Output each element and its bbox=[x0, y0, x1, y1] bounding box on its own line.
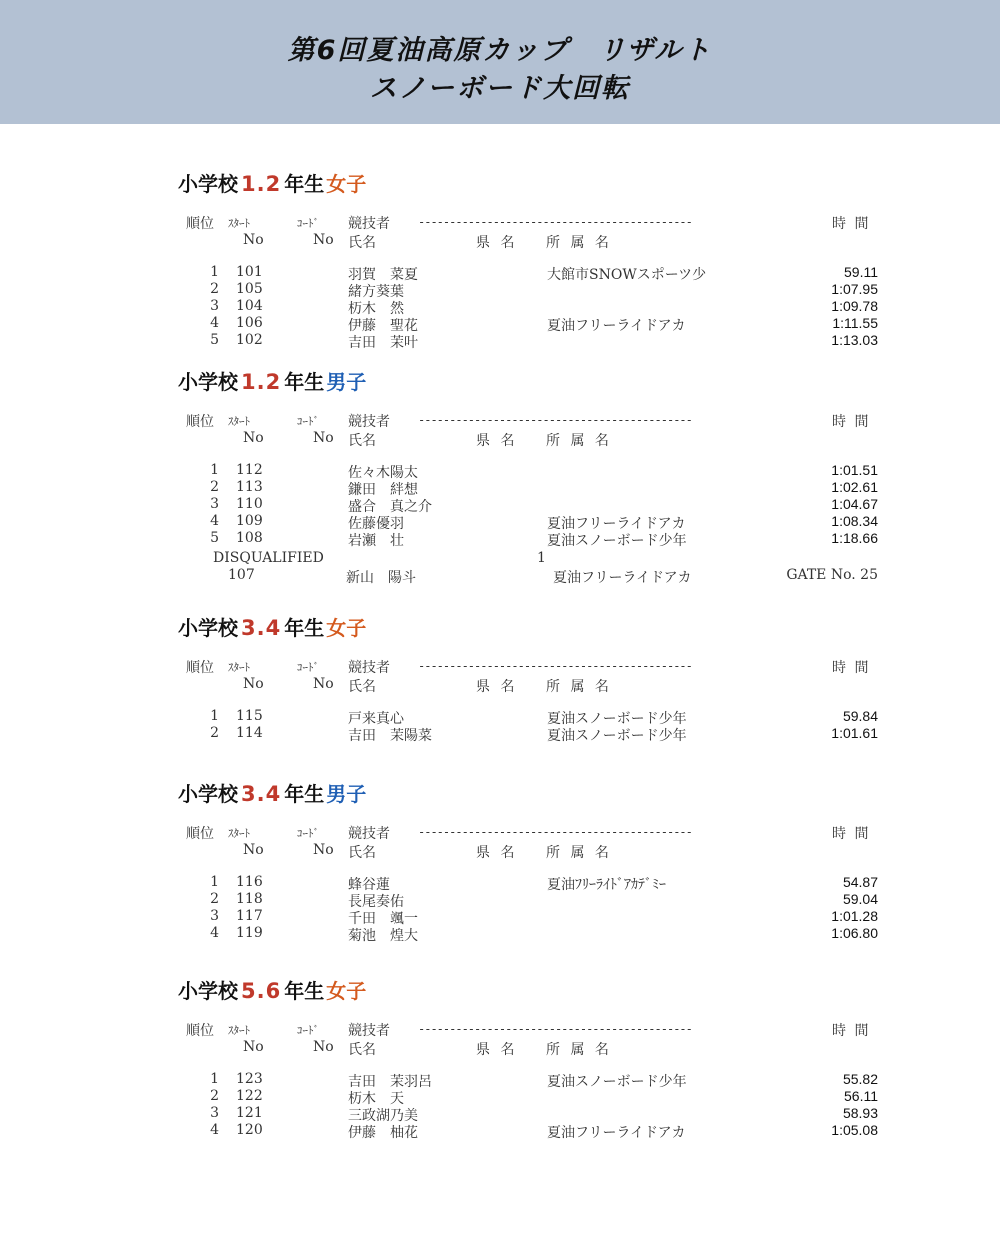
club-cell: 夏油スノーボード少年 bbox=[547, 728, 687, 744]
header-code-no: No bbox=[313, 232, 334, 248]
header-prefecture: 県 名 bbox=[476, 235, 518, 251]
time-cell: 1:04.67 bbox=[831, 496, 878, 512]
header-affiliation: 所 属 名 bbox=[546, 845, 612, 861]
header-time: 時 間 bbox=[832, 414, 871, 430]
header-start: ｽﾀｰﾄ bbox=[228, 1024, 250, 1037]
name-cell: 杤木 然 bbox=[348, 301, 404, 317]
rank-cell: 1 bbox=[210, 708, 219, 724]
start-no-cell: 109 bbox=[236, 513, 263, 529]
header-code: ｺｰﾄﾞ bbox=[297, 661, 319, 674]
header-time: 時 間 bbox=[832, 216, 871, 232]
time-cell: 54.87 bbox=[842, 874, 878, 890]
page-title: 第6回夏油高原カップ リザルト bbox=[287, 35, 713, 66]
section-title bbox=[178, 612, 366, 641]
rank-cell: 2 bbox=[210, 891, 219, 907]
start-no-cell: 112 bbox=[236, 462, 263, 478]
start-no-cell: 114 bbox=[236, 725, 263, 741]
rank-cell: 1 bbox=[210, 1071, 219, 1087]
header-code-no: No bbox=[313, 676, 334, 692]
name-cell: 佐々木陽太 bbox=[348, 465, 418, 481]
section-title bbox=[178, 366, 366, 395]
start-no-cell: 115 bbox=[236, 708, 263, 724]
grade-label: 1.2 bbox=[241, 172, 282, 196]
header-start-no: No bbox=[243, 676, 264, 692]
gender-label: 女子 bbox=[326, 172, 367, 196]
name-cell: 吉田 茉陽菜 bbox=[348, 728, 432, 744]
time-cell: 1:13.03 bbox=[831, 332, 878, 348]
header-name: 氏名 bbox=[348, 845, 376, 861]
header-competitor: 競技者 bbox=[348, 414, 390, 430]
header-start: ｽﾀｰﾄ bbox=[228, 415, 250, 428]
club-cell: 夏油フリーライドアカ bbox=[547, 318, 686, 334]
header-code: ｺｰﾄﾞ bbox=[297, 415, 319, 428]
gender-label: 男子 bbox=[326, 782, 367, 806]
time-cell: 1:09.78 bbox=[831, 298, 878, 314]
header-start-no: No bbox=[243, 430, 264, 446]
name-cell: 戸来真心 bbox=[348, 711, 404, 727]
header-start-no: No bbox=[243, 842, 264, 858]
section-title bbox=[178, 168, 366, 197]
header-prefecture: 県 名 bbox=[476, 679, 518, 695]
time-cell: 1:01.51 bbox=[831, 462, 878, 478]
rank-cell: 5 bbox=[210, 332, 219, 348]
header-rank: 順位 bbox=[186, 216, 214, 232]
club-cell: 夏油ﾌﾘｰﾗｲﾄﾞｱｶﾃﾞﾐｰ bbox=[547, 877, 666, 893]
header-dashes: -------------------------------------------- bbox=[418, 413, 692, 427]
header-name: 氏名 bbox=[348, 679, 376, 695]
header-banner bbox=[0, 0, 1000, 124]
time-cell: 58.93 bbox=[842, 1105, 878, 1121]
year-label: 年生 bbox=[284, 370, 325, 394]
header-start-no: No bbox=[243, 1039, 264, 1055]
name-cell: 佐藤優羽 bbox=[348, 516, 404, 532]
section-title bbox=[178, 778, 366, 807]
header-dashes: -------------------------------------------- bbox=[418, 659, 692, 673]
header-prefecture: 県 名 bbox=[476, 1042, 518, 1058]
time-cell: 1:08.34 bbox=[831, 513, 878, 529]
time-cell: 59.11 bbox=[844, 264, 878, 280]
rank-cell: 4 bbox=[210, 925, 219, 941]
dq-club: 夏油フリーライドアカ bbox=[553, 570, 692, 586]
grade-label: 3.4 bbox=[241, 782, 282, 806]
header-time: 時 間 bbox=[832, 826, 871, 842]
gender-label: 男子 bbox=[326, 370, 367, 394]
grade-label: 3.4 bbox=[241, 616, 282, 640]
name-cell: 伊藤 柚花 bbox=[348, 1125, 418, 1141]
header-time: 時 間 bbox=[832, 1023, 871, 1039]
header-name: 氏名 bbox=[348, 235, 376, 251]
disqualified-count: 1 bbox=[537, 550, 546, 566]
start-no-cell: 108 bbox=[236, 530, 263, 546]
school-label: 小学校 bbox=[178, 616, 238, 640]
page-subtitle: スノーボード大回転 bbox=[369, 73, 631, 104]
header-competitor: 競技者 bbox=[348, 216, 390, 232]
name-cell: 羽賀 菜夏 bbox=[348, 267, 418, 283]
name-cell: 杤木 天 bbox=[348, 1091, 404, 1107]
start-no-cell: 119 bbox=[236, 925, 263, 941]
rank-cell: 1 bbox=[210, 874, 219, 890]
rank-cell: 1 bbox=[210, 462, 219, 478]
header-rank: 順位 bbox=[186, 660, 214, 676]
header-competitor: 競技者 bbox=[348, 1023, 390, 1039]
header-code-no: No bbox=[313, 842, 334, 858]
rank-cell: 2 bbox=[210, 281, 219, 297]
header-dashes: -------------------------------------------- bbox=[418, 825, 692, 839]
start-no-cell: 117 bbox=[236, 908, 263, 924]
name-cell: 蜂谷蓮 bbox=[348, 877, 390, 893]
school-label: 小学校 bbox=[178, 370, 238, 394]
club-cell: 夏油スノーボード少年 bbox=[547, 1074, 687, 1090]
dq-gate: GATE No. 25 bbox=[786, 567, 878, 583]
rank-cell: 2 bbox=[210, 1088, 219, 1104]
start-no-cell: 118 bbox=[236, 891, 263, 907]
header-name: 氏名 bbox=[348, 433, 376, 449]
name-cell: 吉田 茉羽呂 bbox=[348, 1074, 432, 1090]
dq-name: 新山 陽斗 bbox=[346, 570, 416, 586]
start-no-cell: 101 bbox=[236, 264, 263, 280]
header-competitor: 競技者 bbox=[348, 660, 390, 676]
time-cell: 1:11.55 bbox=[832, 315, 878, 331]
start-no-cell: 113 bbox=[236, 479, 263, 495]
rank-cell: 5 bbox=[210, 530, 219, 546]
name-cell: 盛合 真之介 bbox=[348, 499, 432, 515]
name-cell: 長尾奏佑 bbox=[348, 894, 404, 910]
start-no-cell: 116 bbox=[236, 874, 263, 890]
time-cell: 1:07.95 bbox=[831, 281, 878, 297]
time-cell: 1:06.80 bbox=[831, 925, 878, 941]
header-dashes: -------------------------------------------- bbox=[418, 215, 692, 229]
header-prefecture: 県 名 bbox=[476, 433, 518, 449]
header-start: ｽﾀｰﾄ bbox=[228, 217, 250, 230]
start-no-cell: 110 bbox=[236, 496, 263, 512]
start-no-cell: 102 bbox=[236, 332, 263, 348]
header-affiliation: 所 属 名 bbox=[546, 1042, 612, 1058]
time-cell: 1:01.61 bbox=[831, 725, 878, 741]
club-cell: 夏油フリーライドアカ bbox=[547, 1125, 686, 1141]
section-title bbox=[178, 975, 366, 1004]
header-code: ｺｰﾄﾞ bbox=[297, 827, 319, 840]
grade-label: 5.6 bbox=[241, 979, 282, 1003]
school-label: 小学校 bbox=[178, 782, 238, 806]
start-no-cell: 104 bbox=[236, 298, 263, 314]
header-rank: 順位 bbox=[186, 1023, 214, 1039]
club-cell: 夏油スノーボード少年 bbox=[547, 533, 687, 549]
rank-cell: 3 bbox=[210, 1105, 219, 1121]
year-label: 年生 bbox=[284, 979, 325, 1003]
disqualified-label: DISQUALIFIED bbox=[213, 550, 324, 566]
gender-label: 女子 bbox=[326, 979, 367, 1003]
time-cell: 59.04 bbox=[842, 891, 878, 907]
header-code: ｺｰﾄﾞ bbox=[297, 1024, 319, 1037]
header-prefecture: 県 名 bbox=[476, 845, 518, 861]
year-label: 年生 bbox=[284, 172, 325, 196]
header-name: 氏名 bbox=[348, 1042, 376, 1058]
header-code-no: No bbox=[313, 430, 334, 446]
rank-cell: 1 bbox=[210, 264, 219, 280]
name-cell: 緒方葵葉 bbox=[348, 284, 404, 300]
school-label: 小学校 bbox=[178, 979, 238, 1003]
name-cell: 岩瀬 壮 bbox=[348, 533, 404, 549]
header-start-no: No bbox=[243, 232, 264, 248]
name-cell: 千田 颯一 bbox=[348, 911, 418, 927]
club-cell: 大館市SNOWスポーツ少 bbox=[547, 267, 707, 283]
rank-cell: 3 bbox=[210, 298, 219, 314]
year-label: 年生 bbox=[284, 782, 325, 806]
time-cell: 55.82 bbox=[842, 1071, 878, 1087]
name-cell: 鎌田 絆想 bbox=[348, 482, 418, 498]
time-cell: 1:02.61 bbox=[831, 479, 878, 495]
header-competitor: 競技者 bbox=[348, 826, 390, 842]
rank-cell: 3 bbox=[210, 908, 219, 924]
header-rank: 順位 bbox=[186, 414, 214, 430]
start-no-cell: 121 bbox=[236, 1105, 263, 1121]
time-cell: 56.11 bbox=[844, 1088, 878, 1104]
dq-start-no: 107 bbox=[228, 567, 255, 583]
club-cell: 夏油フリーライドアカ bbox=[547, 516, 686, 532]
year-label: 年生 bbox=[284, 616, 325, 640]
start-no-cell: 105 bbox=[236, 281, 263, 297]
rank-cell: 4 bbox=[210, 315, 219, 331]
time-cell: 59.84 bbox=[842, 708, 878, 724]
school-label: 小学校 bbox=[178, 172, 238, 196]
start-no-cell: 106 bbox=[236, 315, 263, 331]
club-cell: 夏油スノーボード少年 bbox=[547, 711, 687, 727]
rank-cell: 2 bbox=[210, 479, 219, 495]
header-time: 時 間 bbox=[832, 660, 871, 676]
rank-cell: 2 bbox=[210, 725, 219, 741]
header-affiliation: 所 属 名 bbox=[546, 679, 612, 695]
time-cell: 1:01.28 bbox=[831, 908, 878, 924]
rank-cell: 4 bbox=[210, 1122, 219, 1138]
start-no-cell: 122 bbox=[236, 1088, 263, 1104]
grade-label: 1.2 bbox=[241, 370, 282, 394]
name-cell: 吉田 茉叶 bbox=[348, 335, 418, 351]
time-cell: 1:05.08 bbox=[831, 1122, 878, 1138]
header-code-no: No bbox=[313, 1039, 334, 1055]
name-cell: 菊池 煌大 bbox=[348, 928, 418, 944]
header-start: ｽﾀｰﾄ bbox=[228, 827, 250, 840]
name-cell: 伊藤 聖花 bbox=[348, 318, 418, 334]
name-cell: 三政湖乃美 bbox=[348, 1108, 418, 1124]
rank-cell: 3 bbox=[210, 496, 219, 512]
start-no-cell: 123 bbox=[236, 1071, 263, 1087]
header-code: ｺｰﾄﾞ bbox=[297, 217, 319, 230]
time-cell: 1:18.66 bbox=[831, 530, 878, 546]
header-start: ｽﾀｰﾄ bbox=[228, 661, 250, 674]
header-affiliation: 所 属 名 bbox=[546, 235, 612, 251]
start-no-cell: 120 bbox=[236, 1122, 263, 1138]
header-rank: 順位 bbox=[186, 826, 214, 842]
header-affiliation: 所 属 名 bbox=[546, 433, 612, 449]
gender-label: 女子 bbox=[326, 616, 367, 640]
rank-cell: 4 bbox=[210, 513, 219, 529]
header-dashes: -------------------------------------------- bbox=[418, 1022, 692, 1036]
